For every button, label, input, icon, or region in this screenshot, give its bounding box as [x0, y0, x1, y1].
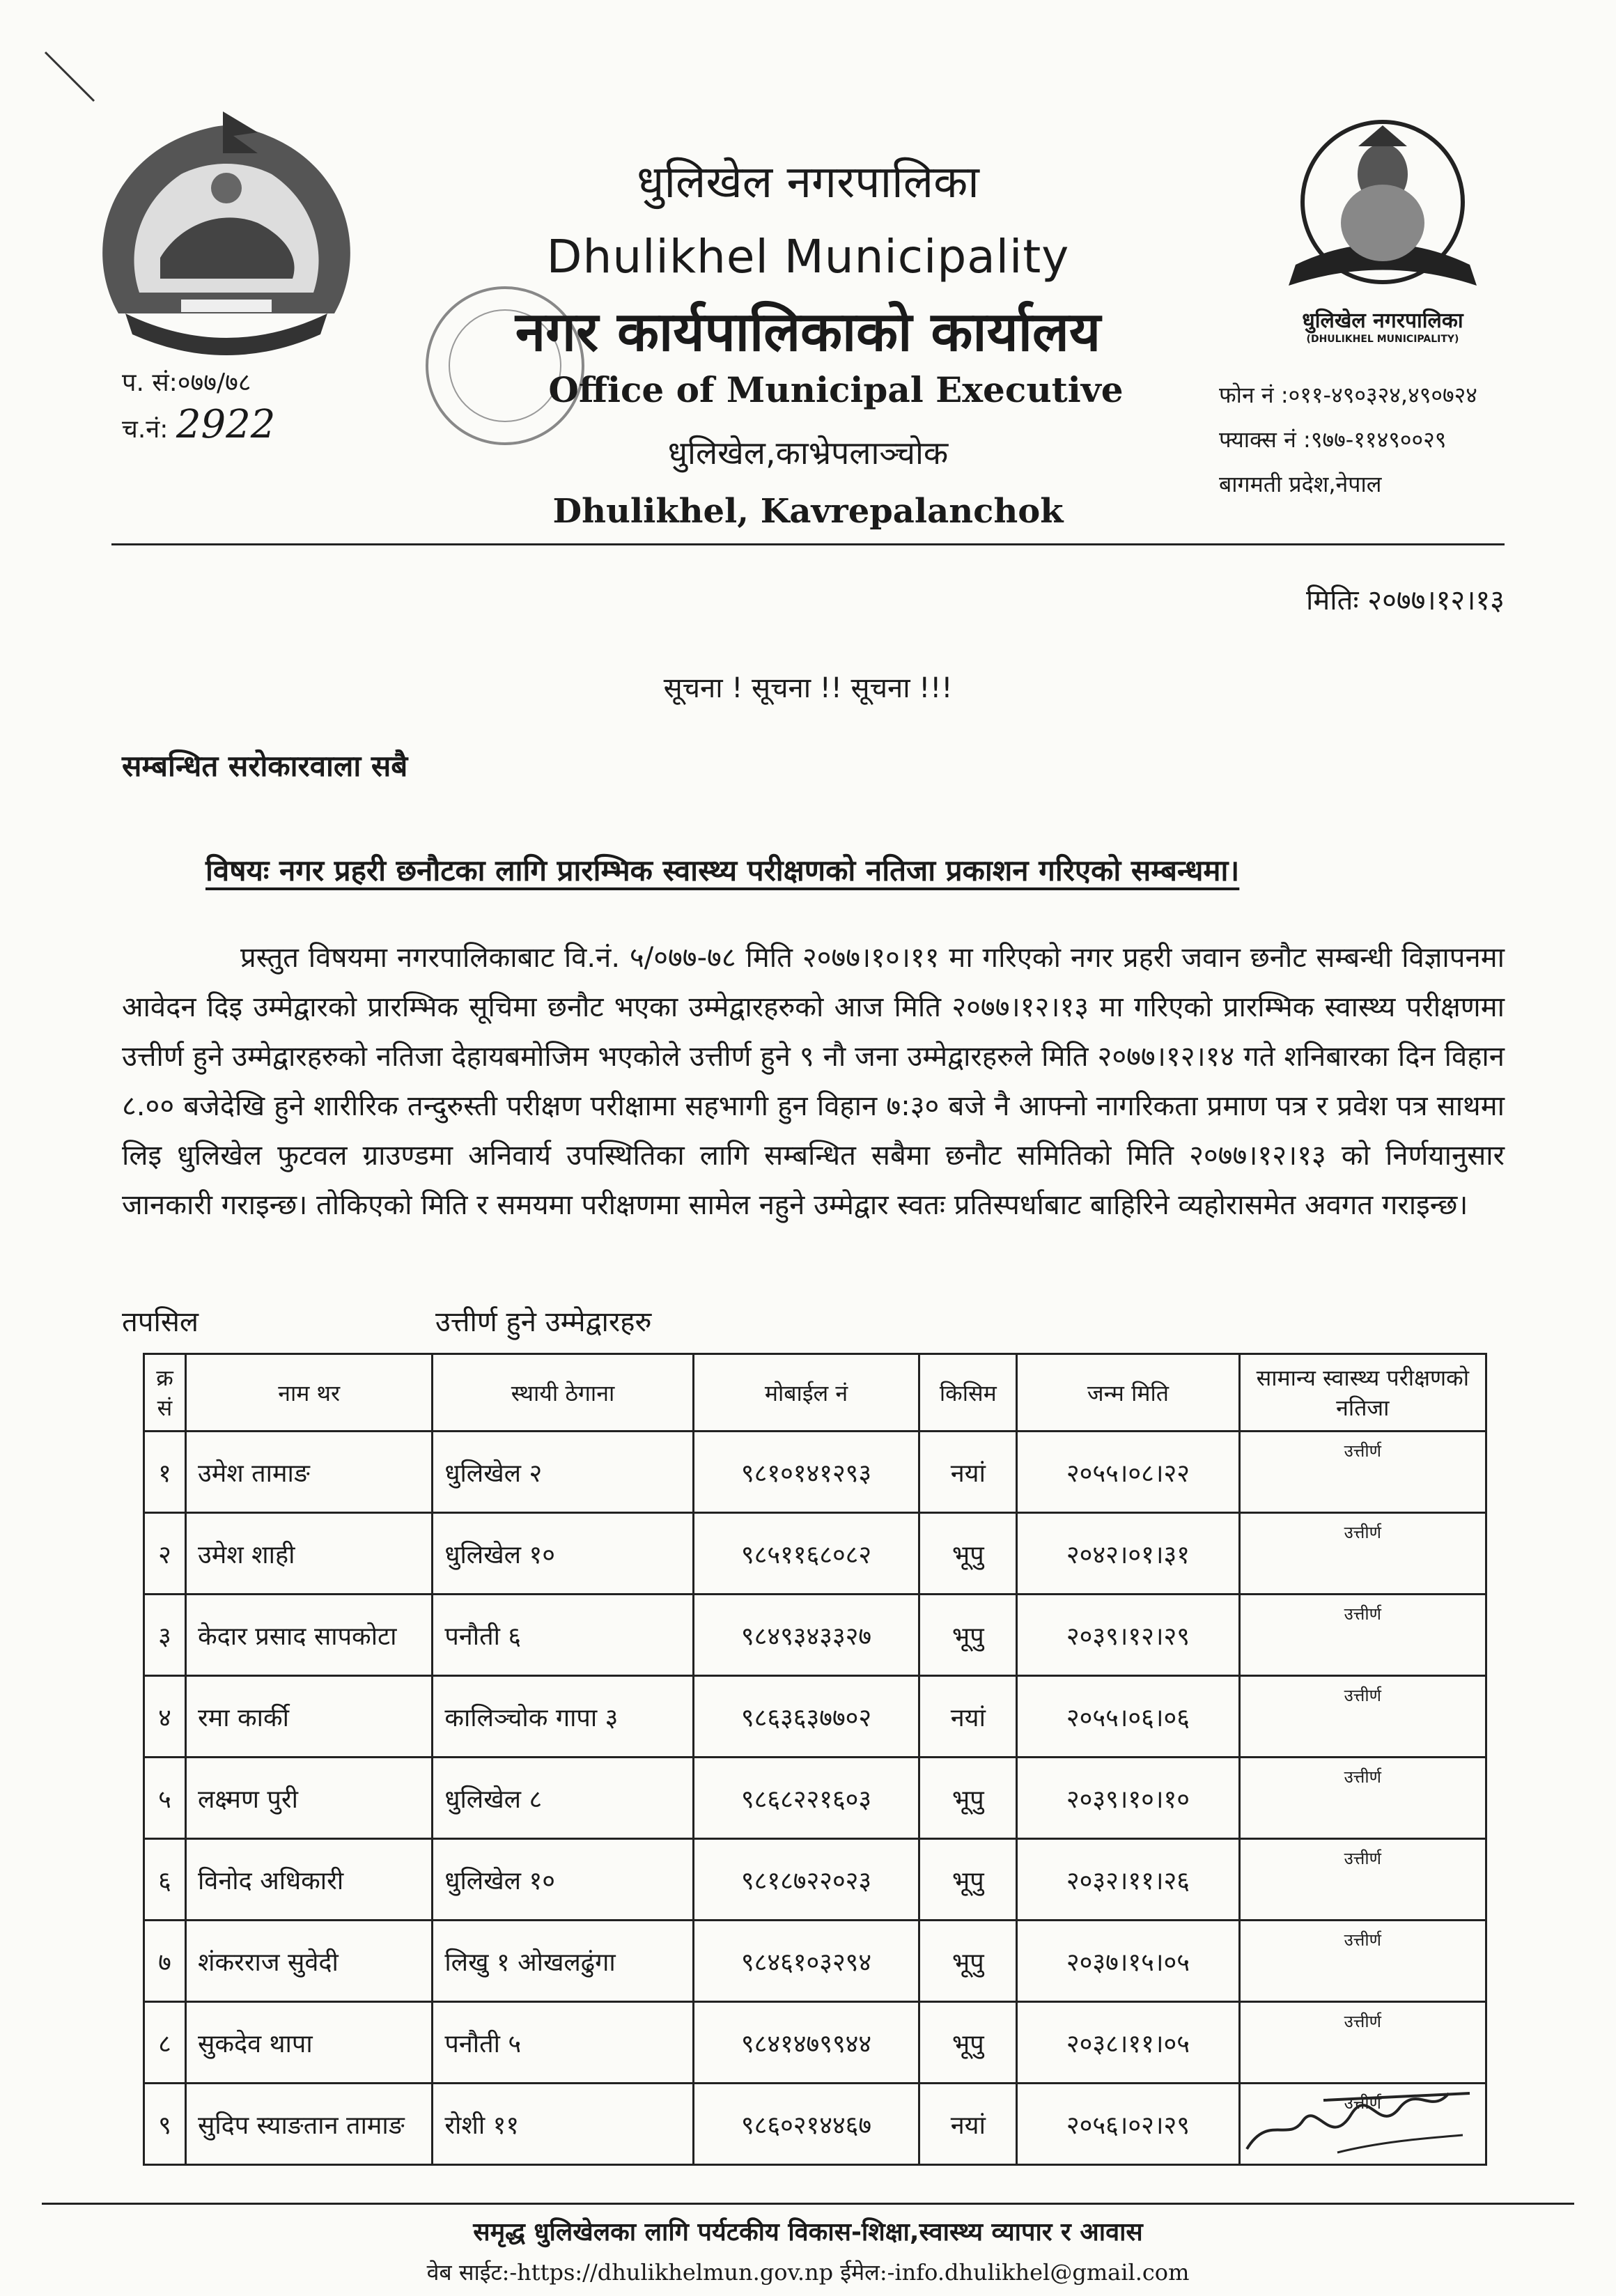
- footer-divider: [42, 2203, 1574, 2205]
- cell-result: उत्तीर्ण: [1239, 1921, 1486, 2002]
- cell-dob: २०५५।०६।०६: [1017, 1676, 1239, 1758]
- cell-dob: २०४२।०१।३१: [1017, 1513, 1239, 1595]
- header-result: सामान्य स्वास्थ्य परीक्षणको नतिजा: [1239, 1354, 1486, 1432]
- table-row: [144, 1676, 1486, 1758]
- cell-result: उत्तीर्ण: [1239, 2084, 1486, 2165]
- cell-result: उत्तीर्ण: [1239, 2002, 1486, 2084]
- cell-name: उमेश तामाङ: [185, 1432, 432, 1513]
- cell-mobile: ९८१८७२२०२३: [693, 1839, 919, 1921]
- cell-mobile: ९८६८२२१६०३: [693, 1758, 919, 1839]
- dispatch-number: 2922: [176, 402, 276, 447]
- cell-name: केदार प्रसाद सापकोटा: [185, 1595, 432, 1676]
- cell-address: पनौती ५: [433, 2002, 693, 2084]
- letter-date: मितिः २०७७।१२।१३: [1306, 584, 1505, 616]
- cell-type: नयां: [919, 2084, 1017, 2165]
- cell-type: भूपु: [919, 1513, 1017, 1595]
- cell-serial: ३: [144, 1595, 186, 1676]
- cell-address: कालिञ्चोक गापा ३: [433, 1676, 693, 1758]
- contact-block: [1219, 373, 1477, 506]
- cell-result: उत्तीर्ण: [1239, 1513, 1486, 1595]
- office-name-en: Office of Municipal Executive: [548, 369, 1124, 410]
- cell-address: लिखु १ ओखलढुंगा: [433, 1921, 693, 2002]
- cell-type: भूपु: [919, 1595, 1017, 1676]
- cell-mobile: ९८६०२१४४६७: [693, 2084, 919, 2165]
- cell-mobile: ९८४१४७९९४४: [693, 2002, 919, 2084]
- cell-address: रोशी ११: [433, 2084, 693, 2165]
- corner-pen-mark: [42, 49, 98, 104]
- cell-mobile: ९८४९३४३३२७: [693, 1595, 919, 1676]
- cell-type: भूपु: [919, 2002, 1017, 2084]
- subject-line: विषयः नगर प्रहरी छनौटका लागि प्रारम्भिक स्वास्थ्य परीक्षणको नतिजा प्रकाशन गरिएको सम्बन्धमा।: [205, 853, 1240, 887]
- cell-serial: १: [144, 1432, 186, 1513]
- cell-mobile: ९८१०१४१२९३: [693, 1432, 919, 1513]
- location-en: Dhulikhel, Kavrepalanchok: [552, 492, 1064, 531]
- cell-address: धुलिखेल २: [433, 1432, 693, 1513]
- table-title: उत्तीर्ण हुने उम्मेद्वारहरु: [435, 1306, 652, 1338]
- cell-type: नयां: [919, 1432, 1017, 1513]
- footer-slogan: समृद्ध धुलिखेलका लागि पर्यटकीय विकास-शिक्षा,स्वास्थ्य व्यापार र आवास: [473, 2218, 1143, 2247]
- logo-caption-np: धुलिखेल नगरपालिका: [1302, 309, 1463, 333]
- cell-type: भूपु: [919, 1839, 1017, 1921]
- cell-dob: २०५६।०२।२९: [1017, 2084, 1239, 2165]
- cell-dob: २०३७।१५।०५: [1017, 1921, 1239, 2002]
- province-text: बागमती प्रदेश,नेपाल: [1219, 471, 1382, 497]
- fax-number: फ्याक्स नं :९७७-११४९००२९: [1219, 426, 1447, 453]
- notice-heading: सूचना ! सूचना !! सूचना !!!: [663, 672, 953, 704]
- header-mobile: मोबाईल नं: [693, 1354, 919, 1432]
- table-row: [144, 1921, 1486, 2002]
- header-address: स्थायी ठेगाना: [433, 1354, 693, 1432]
- cell-result: उत्तीर्ण: [1239, 1432, 1486, 1513]
- footer-web-email: वेब साईट:-https://dhulikhelmun.gov.np ईमेल:-info.dhulikhel@gmail.com: [426, 2259, 1190, 2286]
- cell-serial: ९: [144, 2084, 186, 2165]
- header-serial: क्र सं: [144, 1354, 186, 1432]
- letter-number: प. सं:०७७/७८: [122, 369, 251, 397]
- schedule-label: तपसिल: [122, 1306, 199, 1338]
- cell-result: उत्तीर्ण: [1239, 1839, 1486, 1921]
- table-row: [144, 1513, 1486, 1595]
- location-np: धुलिखेल,काभ्रेपलाञ्चोक: [667, 434, 949, 472]
- reference-block: [122, 362, 275, 451]
- signature-icon: [1240, 2072, 1477, 2163]
- cell-dob: २०३९।१०।१०: [1017, 1758, 1239, 1839]
- cell-dob: २०३९।१२।२९: [1017, 1595, 1239, 1676]
- cell-address: धुलिखेल १०: [433, 1839, 693, 1921]
- cell-name: शंकरराज सुवेदी: [185, 1921, 432, 2002]
- table-row: [144, 1595, 1486, 1676]
- dispatch-number-row: [122, 404, 275, 451]
- table-row: [144, 1839, 1486, 1921]
- cell-serial: २: [144, 1513, 186, 1595]
- cell-dob: २०३८।११।०५: [1017, 2002, 1239, 2084]
- cell-name: उमेश शाही: [185, 1513, 432, 1595]
- cell-dob: २०५५।०८।२२: [1017, 1432, 1239, 1513]
- header-type: किसिम: [919, 1354, 1017, 1432]
- phone-number: फोन नं :०११-४९०३२४,४९०७२४: [1219, 382, 1477, 408]
- cell-name: विनोद अधिकारी: [185, 1839, 432, 1921]
- table-header-row: [144, 1354, 1486, 1432]
- cell-type: भूपु: [919, 1921, 1017, 2002]
- body-paragraph: प्रस्तुत विषयमा नगरपालिकाबाट वि.नं. ५/०७७-७८ मिति २०७७।१०।११ मा गरिएको नगर प्रहरी जवान छनौट सम्बन्धी विज्ञापनमा आवेदन दिइ उम्मेद्वारको प्रारम्भिक सूचिमा छनौट भएका उम्मेद्वारहरुको आज मिति २०७७।१२।१३ मा गरिएको प्रारम्भिक स्वास्थ्य परीक्षणमा उत्तीर्ण हुने उम्मेद्वारहरुको नतिजा देहायबमोजिम भएकोले उत्तीर्ण हुने ९ नौ जना उम्मेद्वारहरुले मिति २०७७।१२।१४ गते शनिबारका दिन विहान ८.०० बजेदेखि हुने शारीरिक तन्दुरुस्ती परीक्षण परीक्षामा सहभागी हुन विहान ७:३० बजे नै आफ्नो नागरिकता प्रमाण पत्र र प्रवेश पत्र साथमा लिइ धुलिखेल फुटवल ग्राउण्डमा अनिवार्य उपस्थितिका लागि सम्बन्धित सबैमा छनौट समितिको मिति २०७७।१२।१३ को निर्णयानुसार जानकारी गराइन्छ। तोकिएको मिति र समयमा परीक्षणमा सामेल नहुने उम्मेद्वार स्वतः प्रतिस्पर्धाबाट बाहिरिने व्यहोरासमेत अवगत गराइन्छ।: [122, 942, 1505, 1221]
- cell-name: सुदिप स्याङतान तामाङ: [185, 2084, 432, 2165]
- dispatch-label: च.नं:: [122, 415, 169, 444]
- header-name: नाम थर: [185, 1354, 432, 1432]
- cell-serial: ५: [144, 1758, 186, 1839]
- cell-serial: ६: [144, 1839, 186, 1921]
- table-row: [144, 1758, 1486, 1839]
- cell-serial: ७: [144, 1921, 186, 2002]
- header-divider: [111, 543, 1505, 545]
- cell-dob: २०३२।११।२६: [1017, 1839, 1239, 1921]
- cell-mobile: ९८६३६३७७०२: [693, 1676, 919, 1758]
- cell-type: भूपु: [919, 1758, 1017, 1839]
- cell-mobile: ९८४६१०३२९४: [693, 1921, 919, 2002]
- municipality-name-np: धुलिखेल नगरपालिका: [637, 157, 979, 208]
- header-dob: जन्म मिति: [1017, 1354, 1239, 1432]
- cell-serial: ४: [144, 1676, 186, 1758]
- cell-address: धुलिखेल १०: [433, 1513, 693, 1595]
- cell-type: नयां: [919, 1676, 1017, 1758]
- cell-name: लक्ष्मण पुरी: [185, 1758, 432, 1839]
- office-name-np: नगर कार्यपालिकाको कार्यालय: [515, 301, 1101, 364]
- cell-serial: ८: [144, 2002, 186, 2084]
- cell-result: उत्तीर्ण: [1239, 1676, 1486, 1758]
- table-row: [144, 2002, 1486, 2084]
- cell-address: धुलिखेल ८: [433, 1758, 693, 1839]
- cell-mobile: ९८५११६८०८२: [693, 1513, 919, 1595]
- addressee: सम्बन्धित सरोकारवाला सबै: [122, 749, 408, 783]
- logo-caption-en: (DHULIKHEL MUNICIPALITY): [1306, 334, 1459, 345]
- cell-result: उत्तीर्ण: [1239, 1595, 1486, 1676]
- cell-address: पनौती ६: [433, 1595, 693, 1676]
- results-table: [143, 1353, 1487, 2166]
- table-row: [144, 1432, 1486, 1513]
- cell-result: उत्तीर्ण: [1239, 1758, 1486, 1839]
- cell-name: सुकदेव थापा: [185, 2002, 432, 2084]
- cell-name: रमा कार्की: [185, 1676, 432, 1758]
- municipality-name-en: Dhulikhel Municipality: [546, 230, 1070, 284]
